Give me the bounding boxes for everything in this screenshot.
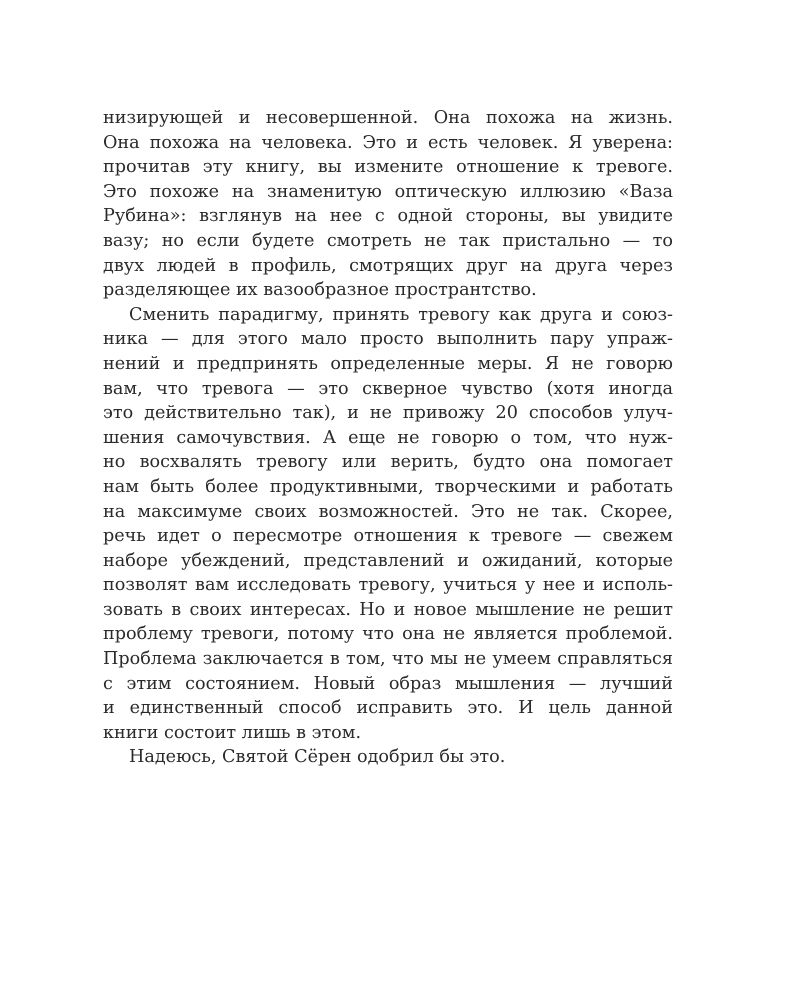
text-line: нам быть более продуктивными, творческими и работать: [103, 476, 673, 497]
text-line: проблему тревоги, потому что она не является проблемой.: [103, 624, 673, 645]
text-line: на максимуме своих возможностей. Это не так. Скорее,: [103, 501, 673, 522]
text-line: Она похожа на человека. Это и есть человек. Я уверена:: [103, 132, 673, 153]
text-line: Надеюсь, Святой Сёрен одобрил бы это.: [129, 747, 506, 768]
text-line: вазу; но если будете смотреть не так пристально — то: [103, 230, 673, 251]
text-line: Сменить парадигму, принять тревогу как друга и союз-: [129, 304, 673, 325]
text-line: Проблема заключается в том, что мы не умеем справляться: [103, 649, 673, 670]
text-line: разделяющее их вазообразное пространтство.: [103, 280, 537, 301]
text-line: но восхвалять тревогу или верить, будто она помогает: [103, 452, 673, 473]
text-line: вам, что тревога — это скверное чувство (хотя иногда: [103, 378, 673, 399]
paragraph-3: [103, 745, 673, 770]
paragraph-2: [103, 303, 673, 746]
text-line: с этим состоянием. Новый образ мышления — лучший: [103, 673, 673, 694]
text-line: это действительно так), и не привожу 20 способов улуч-: [103, 403, 673, 424]
text-line: зовать в своих интересах. Но и новое мышление не решит: [103, 599, 673, 620]
text-line: позволят вам исследовать тревогу, учиться у нее и исполь-: [103, 575, 673, 596]
text-line: низирующей и несовершенной. Она похожа на жизнь.: [103, 108, 673, 128]
paragraph-1: [103, 106, 673, 303]
text-line: и единственный способ исправить это. И цель данной: [103, 698, 673, 719]
body-text: [103, 106, 673, 770]
text-line: ника — для этого мало просто выполнить пару упраж-: [103, 329, 673, 350]
text-line: прочитав эту книгу, вы измените отношение к тревоге.: [103, 157, 673, 178]
text-line: шения самочувствия. А еще не говорю о том, что нуж-: [103, 427, 673, 448]
text-line: двух людей в профиль, смотрящих друг на друга через: [103, 255, 673, 276]
text-line: Рубина»: взглянув на нее с одной стороны, вы увидите: [103, 206, 673, 227]
text-line: Это похоже на знаменитую оптическую иллюзию «Ваза: [103, 181, 673, 202]
text-line: книги состоит лишь в этом.: [103, 722, 362, 743]
text-line: нений и предпринять определенные меры. Я не говорю: [103, 353, 673, 374]
text-line: наборе убеждений, представлений и ожиданий, которые: [103, 550, 673, 571]
text-line: речь идет о пересмотре отношения к тревоге — свежем: [103, 526, 673, 547]
